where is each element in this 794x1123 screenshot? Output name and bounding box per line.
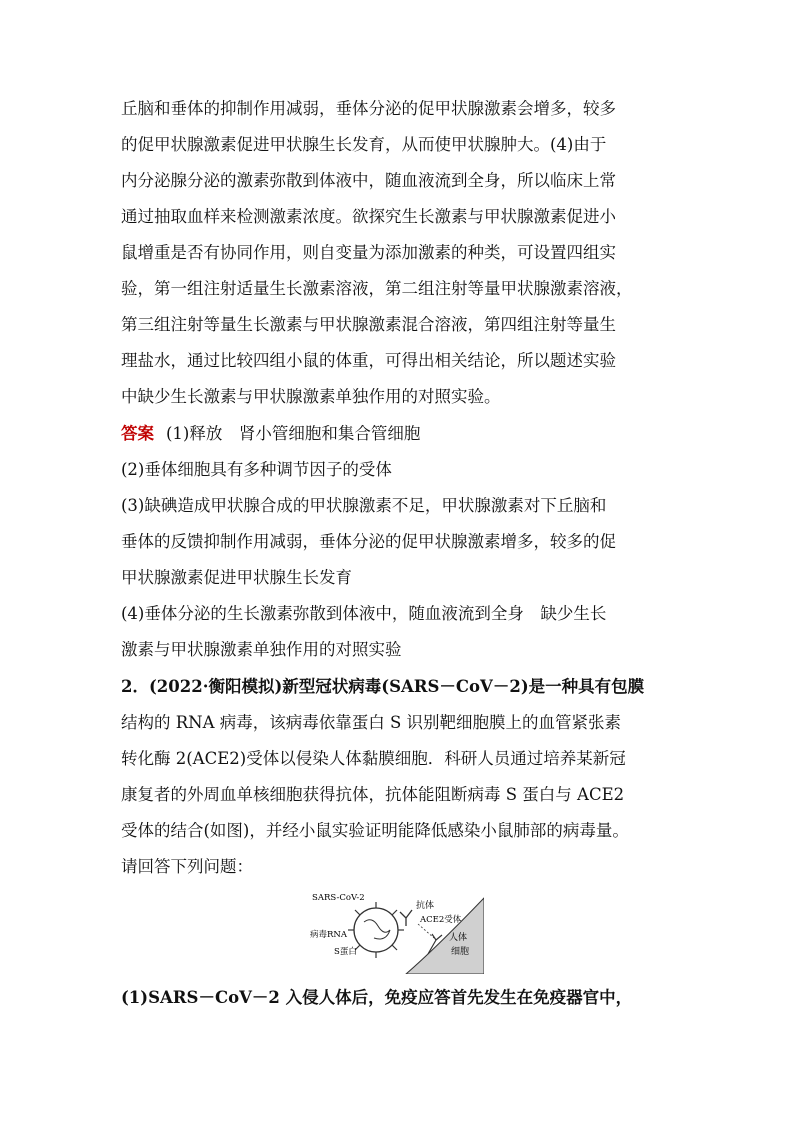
question-2-line: 请回答下列问题： <box>121 857 253 876</box>
subquestion-1: (1)SARS－CoV－2 入侵人体后，免疫应答首先发生在免疫器官中， <box>121 988 633 1007</box>
viral-rna-shape <box>364 920 390 939</box>
answer-line-6: (4)垂体分泌的生长激素弥散到体液中，随血液流到全身 缺少生长 <box>121 604 607 623</box>
virus-binding-figure <box>308 888 484 974</box>
s-protein-label: S蛋白 <box>334 947 357 957</box>
explanation-line: 的促甲状腺激素促进甲状腺生长发育，从而使甲状腺肿大。(4)由于 <box>121 135 607 154</box>
explanation-line: 理盐水，通过比较四组小鼠的体重，可得出相关结论，所以题述实验 <box>121 351 616 370</box>
answer-text: (1)释放 肾小管细胞和集合管细胞 <box>166 424 421 443</box>
explanation-line: 丘脑和垂体的抑制作用减弱，垂体分泌的促甲状腺激素会增多，较多 <box>121 99 616 118</box>
ace2-pointer <box>418 924 434 938</box>
explanation-line: 验，第一组注射适量生长激素溶液，第二组注射等量甲状腺激素溶液， <box>121 279 633 298</box>
question-2-line: 受体的结合(如图)，并经小鼠实验证明能降低感染小鼠肺部的病毒量。 <box>121 821 629 840</box>
question-2-line: 2．(2022·衡阳模拟)新型冠状病毒(SARS－CoV－2)是一种具有包膜 <box>121 677 645 696</box>
question-2-line: 康复者的外周血单核细胞获得抗体，抗体能阻断病毒 S 蛋白与 ACE2 <box>121 785 625 804</box>
cell-label-2: 细胞 <box>450 947 470 957</box>
explanation-line: 第三组注射等量生长激素与甲状腺激素混合溶液，第四组注射等量生 <box>121 315 616 334</box>
antibody-shape <box>400 910 412 926</box>
explanation-line: 中缺少生长激素与甲状腺激素单独作用的对照实验。 <box>121 387 501 406</box>
explanation-line: 鼠增重是否有协同作用，则自变量为添加激素的种类，可设置四组实 <box>121 243 616 262</box>
answer-line-3: (3)缺碘造成甲状腺合成的甲状腺激素不足，甲状腺激素对下丘脑和 <box>121 496 607 515</box>
cell-label-1: 人体 <box>448 933 468 943</box>
question-2-line: 结构的 RNA 病毒，该病毒依靠蛋白 S 识别靶细胞膜上的血管紧张素 <box>121 713 622 732</box>
answer-label: 答案 <box>121 424 154 443</box>
answer-line-1 <box>121 424 681 444</box>
question-2-line: 转化酶 2(ACE2)受体以侵染人体黏膜细胞．科研人员通过培养某新冠 <box>121 749 626 768</box>
answer-line-2: (2)垂体细胞具有多种调节因子的受体 <box>121 460 392 479</box>
virus-envelope <box>354 908 398 952</box>
virus-label: SARS-CoV-2 <box>312 893 365 903</box>
ace2-label: ACE2受体 <box>420 915 462 925</box>
explanation-line: 内分泌腺分泌的激素弥散到体液中，随血液流到全身，所以临床上常 <box>121 171 616 190</box>
answer-line-5: 甲状腺激素促进甲状腺生长发育 <box>121 568 352 587</box>
answer-line-4: 垂体的反馈抑制作用减弱，垂体分泌的促甲状腺激素增多，较多的促 <box>121 532 616 551</box>
explanation-line: 通过抽取血样来检测激素浓度。欲探究生长激素与甲状腺激素促进小 <box>121 207 616 226</box>
rna-label: 病毒RNA <box>310 930 347 940</box>
antibody-label: 抗体 <box>416 901 435 911</box>
answer-line-7: 激素与甲状腺激素单独作用的对照实验 <box>121 640 402 659</box>
